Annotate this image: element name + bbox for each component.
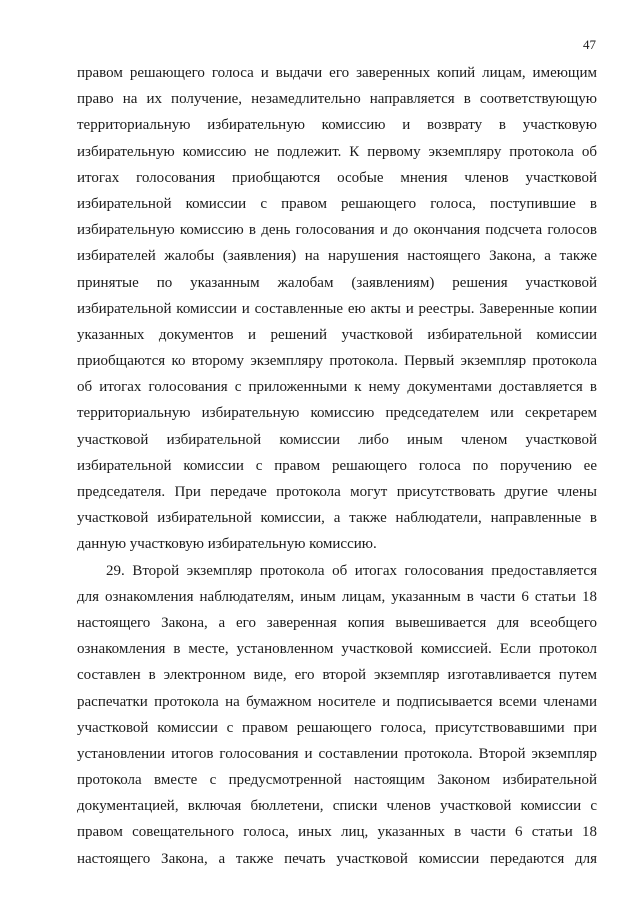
- page-number: 47: [583, 37, 596, 52]
- text-line: территориальную избирательную комиссию председателем или секретарем: [77, 405, 597, 422]
- text-line: избирательную комиссию в день голосования и до окончания подсчета голосов: [77, 222, 597, 239]
- text-line: документацией, включая бюллетени, списки членов участковой комиссии с: [77, 798, 597, 815]
- text-line: распечатки протокола на бумажном носителе и подписывается всеми членами: [77, 693, 597, 710]
- text-line: участковой комиссии с правом решающего голоса, присутствовавшими при: [77, 719, 597, 736]
- text-line: настоящего Закона, а его заверенная копия вывешивается для всеобщего: [77, 614, 597, 631]
- text-line: данную участковую избирательную комиссию.: [77, 536, 377, 553]
- paragraph-29: [77, 558, 597, 872]
- text-line: приобщаются ко второму экземпляру протокола. Первый экземпляр протокола: [77, 353, 597, 370]
- text-line: право на их получение, незамедлительно направляется в соответствующую: [77, 91, 597, 108]
- text-line: участковой избирательной комиссии либо иным членом участковой: [77, 431, 597, 448]
- text-line: территориальную избирательную комиссию и возврату в участковую: [77, 117, 597, 134]
- text-line: избирательной комиссии и составленные ею акты и реестры. Заверенные копии: [77, 300, 597, 317]
- text-line: указанных документов и решений участковой избирательной комиссии: [77, 326, 597, 343]
- text-line: 29. Второй экземпляр протокола об итогах голосования предоставляется: [106, 562, 597, 579]
- text-line: составлен в электронном виде, его второй экземпляр изготавливается путем: [77, 667, 597, 684]
- text-line: для ознакомления наблюдателям, иным лицам, указанным в части 6 статьи 18: [77, 588, 597, 605]
- text-line: настоящего Закона, а также печать участковой комиссии передаются для: [77, 850, 597, 867]
- text-line: об итогах голосования с приложенными к нему документами доставляется в: [77, 379, 597, 396]
- text-line: председателя. При передаче протокола могут присутствовать другие члены: [77, 484, 597, 500]
- text-line: принятые по указанным жалобам (заявлениям) решения участковой: [77, 274, 597, 291]
- text-line: протокола вместе с предусмотренной настоящим Законом избирательной: [77, 772, 597, 789]
- text-line: избирателей жалобы (заявления) на нарушения настоящего Закона, а также: [77, 248, 597, 265]
- document-body: [77, 60, 597, 872]
- text-line: участковой избирательной комиссии, а также наблюдатели, направленные в: [77, 510, 597, 527]
- text-line: итогах голосования приобщаются особые мнения членов участковой: [77, 169, 597, 186]
- text-line: правом совещательного голоса, иных лиц, указанных в части 6 статьи 18: [77, 824, 597, 841]
- text-line: избирательной комиссии с правом решающего голоса, поступившие в: [77, 195, 597, 212]
- paragraph-continuation: [77, 60, 597, 558]
- text-line: правом решающего голоса и выдачи его заверенных копий лицам, имеющим: [77, 65, 597, 81]
- text-line: ознакомления в месте, установленном участковой комиссией. Если протокол: [77, 641, 597, 658]
- text-line: установлении итогов голосования и составлении протокола. Второй экземпляр: [77, 745, 597, 762]
- text-line: избирательной комиссии с правом решающего голоса по поручению ее: [77, 457, 597, 474]
- text-line: избирательную комиссию не подлежит. К первому экземпляру протокола об: [77, 143, 597, 160]
